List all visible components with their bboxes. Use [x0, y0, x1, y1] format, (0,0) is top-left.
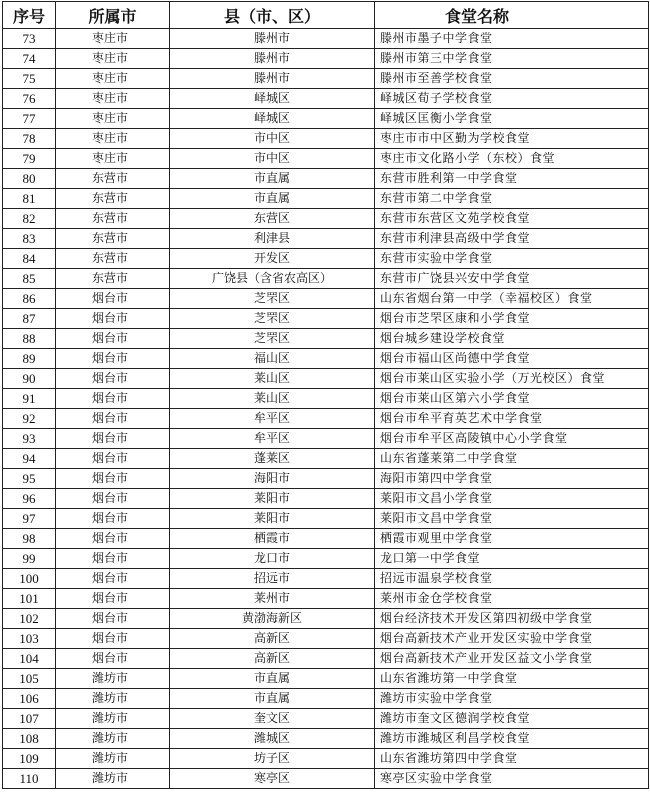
- city-cell: 烟台市: [56, 489, 170, 509]
- serial-number-cell: 103: [3, 629, 56, 649]
- header-canteen-name: 食堂名称: [375, 2, 649, 29]
- city-cell: 东营市: [56, 169, 170, 189]
- county-cell: 芝罘区: [170, 309, 375, 329]
- serial-number-cell: 102: [3, 609, 56, 629]
- serial-number-cell: 78: [3, 129, 56, 149]
- city-cell: 枣庄市: [56, 89, 170, 109]
- city-cell: 烟台市: [56, 469, 170, 489]
- canteen-name-cell: 烟台市芝罘区康和小学食堂: [375, 309, 649, 329]
- header-serial-number: 序号: [3, 2, 56, 29]
- table-row: [3, 649, 649, 669]
- serial-number-cell: 80: [3, 169, 56, 189]
- canteen-name-cell: 招远市温泉学校食堂: [375, 569, 649, 589]
- table-row: [3, 269, 649, 289]
- canteen-name-cell: 栖霞市观里中学食堂: [375, 529, 649, 549]
- city-cell: 烟台市: [56, 529, 170, 549]
- county-cell: 滕州市: [170, 29, 375, 49]
- city-cell: 烟台市: [56, 589, 170, 609]
- canteen-name-cell: 滕州市至善学校食堂: [375, 69, 649, 89]
- table-row: [3, 49, 649, 69]
- city-cell: 潍坊市: [56, 749, 170, 769]
- table-row: [3, 309, 649, 329]
- city-cell: 枣庄市: [56, 29, 170, 49]
- county-cell: 莱阳市: [170, 489, 375, 509]
- city-cell: 潍坊市: [56, 689, 170, 709]
- table-row: [3, 669, 649, 689]
- city-cell: 烟台市: [56, 389, 170, 409]
- header-row: [3, 2, 649, 29]
- city-cell: 东营市: [56, 269, 170, 289]
- county-cell: 市直属: [170, 689, 375, 709]
- county-cell: 广饶县（含省农高区）: [170, 269, 375, 289]
- serial-number-cell: 87: [3, 309, 56, 329]
- table-row: [3, 169, 649, 189]
- table-row: [3, 249, 649, 269]
- city-cell: 潍坊市: [56, 669, 170, 689]
- city-cell: 烟台市: [56, 309, 170, 329]
- canteen-name-cell: 莱阳市文昌小学食堂: [375, 489, 649, 509]
- table-row: [3, 589, 649, 609]
- canteen-name-cell: 烟台市莱山区第六小学食堂: [375, 389, 649, 409]
- table-row: [3, 369, 649, 389]
- serial-number-cell: 100: [3, 569, 56, 589]
- canteen-name-cell: 东营市广饶县兴安中学食堂: [375, 269, 649, 289]
- table-row: [3, 709, 649, 729]
- table-row: [3, 569, 649, 589]
- county-cell: 市直属: [170, 169, 375, 189]
- serial-number-cell: 79: [3, 149, 56, 169]
- county-cell: 福山区: [170, 349, 375, 369]
- table-row: [3, 329, 649, 349]
- canteen-name-cell: 东营市东营区文苑学校食堂: [375, 209, 649, 229]
- canteen-name-cell: 滕州市墨子中学食堂: [375, 29, 649, 49]
- table-row: [3, 409, 649, 429]
- city-cell: 东营市: [56, 229, 170, 249]
- county-cell: 坊子区: [170, 749, 375, 769]
- serial-number-cell: 82: [3, 209, 56, 229]
- table-row: [3, 629, 649, 649]
- serial-number-cell: 109: [3, 749, 56, 769]
- county-cell: 滕州市: [170, 69, 375, 89]
- county-cell: 高新区: [170, 649, 375, 669]
- city-cell: 烟台市: [56, 289, 170, 309]
- county-cell: 莱阳市: [170, 509, 375, 529]
- city-cell: 烟台市: [56, 329, 170, 349]
- county-cell: 海阳市: [170, 469, 375, 489]
- serial-number-cell: 96: [3, 489, 56, 509]
- serial-number-cell: 98: [3, 529, 56, 549]
- county-cell: 市直属: [170, 669, 375, 689]
- county-cell: 黄渤海新区: [170, 609, 375, 629]
- city-cell: 枣庄市: [56, 69, 170, 89]
- city-cell: 东营市: [56, 209, 170, 229]
- county-cell: 栖霞市: [170, 529, 375, 549]
- city-cell: 潍坊市: [56, 769, 170, 789]
- serial-number-cell: 75: [3, 69, 56, 89]
- canteen-name-cell: 枣庄市文化路小学（东校）食堂: [375, 149, 649, 169]
- table-row: [3, 469, 649, 489]
- canteen-name-cell: 海阳市第四中学食堂: [375, 469, 649, 489]
- city-cell: 枣庄市: [56, 109, 170, 129]
- serial-number-cell: 83: [3, 229, 56, 249]
- county-cell: 莱州市: [170, 589, 375, 609]
- city-cell: 东营市: [56, 189, 170, 209]
- canteen-name-cell: 莱阳市文昌中学食堂: [375, 509, 649, 529]
- serial-number-cell: 104: [3, 649, 56, 669]
- city-cell: 烟台市: [56, 609, 170, 629]
- serial-number-cell: 94: [3, 449, 56, 469]
- table-row: [3, 389, 649, 409]
- serial-number-cell: 107: [3, 709, 56, 729]
- canteen-name-cell: 潍坊市实验中学食堂: [375, 689, 649, 709]
- serial-number-cell: 110: [3, 769, 56, 789]
- canteen-name-cell: 东营市利津县高级中学食堂: [375, 229, 649, 249]
- serial-number-cell: 97: [3, 509, 56, 529]
- county-cell: 高新区: [170, 629, 375, 649]
- county-cell: 奎文区: [170, 709, 375, 729]
- city-cell: 烟台市: [56, 509, 170, 529]
- table-row: [3, 449, 649, 469]
- serial-number-cell: 85: [3, 269, 56, 289]
- city-cell: 枣庄市: [56, 129, 170, 149]
- city-cell: 潍坊市: [56, 729, 170, 749]
- county-cell: 市中区: [170, 129, 375, 149]
- canteen-name-cell: 山东省潍坊第四中学食堂: [375, 749, 649, 769]
- serial-number-cell: 76: [3, 89, 56, 109]
- county-cell: 牟平区: [170, 429, 375, 449]
- county-cell: 牟平区: [170, 409, 375, 429]
- county-cell: 峄城区: [170, 89, 375, 109]
- table-row: [3, 209, 649, 229]
- canteen-name-cell: 烟台高新技术产业开发区益文小学食堂: [375, 649, 649, 669]
- city-cell: 烟台市: [56, 449, 170, 469]
- city-cell: 烟台市: [56, 369, 170, 389]
- city-cell: 烟台市: [56, 549, 170, 569]
- header-county: 县（市、区）: [170, 2, 375, 29]
- city-cell: 烟台市: [56, 649, 170, 669]
- county-cell: 芝罘区: [170, 329, 375, 349]
- serial-number-cell: 84: [3, 249, 56, 269]
- canteen-name-cell: 烟台市福山区尚德中学食堂: [375, 349, 649, 369]
- serial-number-cell: 73: [3, 29, 56, 49]
- canteen-name-cell: 山东省烟台第一中学（幸福校区）食堂: [375, 289, 649, 309]
- canteen-name-cell: 山东省蓬莱第二中学食堂: [375, 449, 649, 469]
- city-cell: 烟台市: [56, 409, 170, 429]
- serial-number-cell: 99: [3, 549, 56, 569]
- serial-number-cell: 77: [3, 109, 56, 129]
- table-row: [3, 149, 649, 169]
- serial-number-cell: 86: [3, 289, 56, 309]
- header-city: 所属市: [56, 2, 170, 29]
- city-cell: 枣庄市: [56, 149, 170, 169]
- table-body: [3, 29, 649, 789]
- canteen-name-cell: 烟台市牟平育英艺术中学食堂: [375, 409, 649, 429]
- city-cell: 烟台市: [56, 629, 170, 649]
- canteen-name-cell: 潍坊市奎文区德润学校食堂: [375, 709, 649, 729]
- table-row: [3, 429, 649, 449]
- county-cell: 潍城区: [170, 729, 375, 749]
- serial-number-cell: 89: [3, 349, 56, 369]
- canteen-name-cell: 东营市实验中学食堂: [375, 249, 649, 269]
- serial-number-cell: 91: [3, 389, 56, 409]
- canteen-name-cell: 峄城区匡衡小学食堂: [375, 109, 649, 129]
- table-row: [3, 489, 649, 509]
- table-row: [3, 609, 649, 629]
- table-row: [3, 69, 649, 89]
- county-cell: 寒亭区: [170, 769, 375, 789]
- canteen-name-cell: 东营市胜利第一中学食堂: [375, 169, 649, 189]
- serial-number-cell: 95: [3, 469, 56, 489]
- serial-number-cell: 92: [3, 409, 56, 429]
- county-cell: 东营区: [170, 209, 375, 229]
- city-cell: 潍坊市: [56, 709, 170, 729]
- canteen-name-cell: 寒亭区实验中学食堂: [375, 769, 649, 789]
- canteen-name-cell: 峄城区荀子学校食堂: [375, 89, 649, 109]
- canteen-name-cell: 烟台城乡建设学校食堂: [375, 329, 649, 349]
- serial-number-cell: 105: [3, 669, 56, 689]
- table-row: [3, 529, 649, 549]
- table-row: [3, 129, 649, 149]
- table-row: [3, 229, 649, 249]
- table-row: [3, 729, 649, 749]
- table-row: [3, 749, 649, 769]
- table-row: [3, 509, 649, 529]
- table-row: [3, 189, 649, 209]
- canteen-name-cell: 滕州市第三中学食堂: [375, 49, 649, 69]
- canteen-name-cell: 山东省潍坊第一中学食堂: [375, 669, 649, 689]
- county-cell: 利津县: [170, 229, 375, 249]
- serial-number-cell: 74: [3, 49, 56, 69]
- serial-number-cell: 88: [3, 329, 56, 349]
- county-cell: 蓬莱区: [170, 449, 375, 469]
- city-cell: 烟台市: [56, 429, 170, 449]
- city-cell: 烟台市: [56, 569, 170, 589]
- table-row: [3, 29, 649, 49]
- county-cell: 芝罘区: [170, 289, 375, 309]
- serial-number-cell: 101: [3, 589, 56, 609]
- canteen-name-cell: 烟台高新技术产业开发区实验中学食堂: [375, 629, 649, 649]
- city-cell: 枣庄市: [56, 49, 170, 69]
- canteen-list-table: [2, 1, 649, 789]
- canteen-name-cell: 烟台市牟平区高陵镇中心小学食堂: [375, 429, 649, 449]
- serial-number-cell: 81: [3, 189, 56, 209]
- county-cell: 龙口市: [170, 549, 375, 569]
- county-cell: 滕州市: [170, 49, 375, 69]
- county-cell: 开发区: [170, 249, 375, 269]
- county-cell: 莱山区: [170, 389, 375, 409]
- serial-number-cell: 108: [3, 729, 56, 749]
- canteen-name-cell: 东营市第二中学食堂: [375, 189, 649, 209]
- canteen-name-cell: 潍坊市潍城区利昌学校食堂: [375, 729, 649, 749]
- table-row: [3, 349, 649, 369]
- table-row: [3, 109, 649, 129]
- city-cell: 烟台市: [56, 349, 170, 369]
- county-cell: 峄城区: [170, 109, 375, 129]
- canteen-name-cell: 龙口第一中学食堂: [375, 549, 649, 569]
- city-cell: 东营市: [56, 249, 170, 269]
- serial-number-cell: 93: [3, 429, 56, 449]
- table-row: [3, 689, 649, 709]
- county-cell: 莱山区: [170, 369, 375, 389]
- canteen-name-cell: 烟台市莱山区实验小学（万光校区）食堂: [375, 369, 649, 389]
- serial-number-cell: 106: [3, 689, 56, 709]
- canteen-name-cell: 莱州市金仓学校食堂: [375, 589, 649, 609]
- table-row: [3, 549, 649, 569]
- table-row: [3, 289, 649, 309]
- county-cell: 招远市: [170, 569, 375, 589]
- serial-number-cell: 90: [3, 369, 56, 389]
- table-row: [3, 769, 649, 789]
- county-cell: 市中区: [170, 149, 375, 169]
- canteen-name-cell: 枣庄市市中区勤为学校食堂: [375, 129, 649, 149]
- canteen-name-cell: 烟台经济技术开发区第四初级中学食堂: [375, 609, 649, 629]
- county-cell: 市直属: [170, 189, 375, 209]
- table-row: [3, 89, 649, 109]
